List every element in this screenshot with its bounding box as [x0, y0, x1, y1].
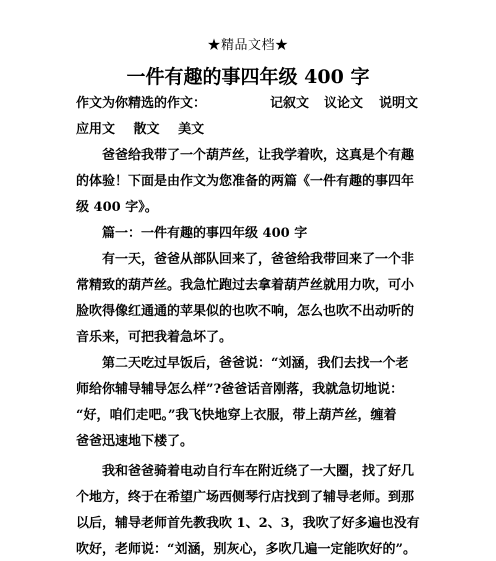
- category-intro: 作文为你精选的作文：: [76, 96, 207, 111]
- body-line: 师给你辅导辅导怎么样”?爸爸话音刚落，我就急切地说：: [76, 382, 404, 397]
- body-line: 的体验！下面是由作文为您准备的两篇《一件有趣的事四年: [76, 174, 415, 189]
- body-line: 个地方，终于在希望广场西侧琴行店找到了辅导老师。到那: [76, 490, 415, 505]
- body-line: 以后，辅导老师首先教我吹 1、2、3，我吹了好多遍也没有: [76, 516, 420, 531]
- body-line: 爸爸给我带了一个葫芦丝，让我学着吹，这真是个有趣: [76, 148, 415, 163]
- body-line: 爸爸迅速地下楼了。: [76, 434, 194, 449]
- body-line: 常精致的葫芦丝。我急忙跑过去拿着葫芦丝就用力吹，可小: [76, 278, 415, 293]
- body-line: 音乐来，可把我着急坏了。: [76, 330, 233, 345]
- category-item: 美文: [178, 122, 205, 137]
- category-item: 说明文: [379, 96, 419, 111]
- body-line: 吹好，老师说：“刘涵，别灰心，多吹几遍一定能吹好的”。: [76, 542, 416, 557]
- document-header: ★精品文档★: [207, 38, 289, 53]
- category-item: 散文: [133, 122, 160, 137]
- category-item: 应用文: [76, 122, 116, 137]
- category-item: 记叙文: [270, 96, 310, 111]
- section-heading: 篇一：一件有趣的事四年级 400 字: [76, 226, 308, 241]
- body-line: 第二天吃过早饭后，爸爸说：“刘涵，我们去找一个老: [76, 356, 409, 371]
- category-row-2: [76, 118, 218, 137]
- body-line: 有一天，爸爸从部队回来了，爸爸给我带回来了一个非: [76, 252, 415, 267]
- body-line: 脸吹得像红通通的苹果似的也吹不响，怎么也吹不出动听的: [76, 304, 415, 319]
- body-line: 级 400 字》。: [76, 200, 158, 215]
- body-line: 我和爸爸骑着电动自行车在附近绕了一大圈，找了好几: [76, 464, 415, 479]
- body-line: “好，咱们走吧。”我飞快地穿上衣服，带上葫芦丝，缠着: [76, 408, 397, 423]
- category-item: 议论文: [324, 96, 364, 111]
- page-title: 一件有趣的事四年级 400 字: [126, 66, 370, 88]
